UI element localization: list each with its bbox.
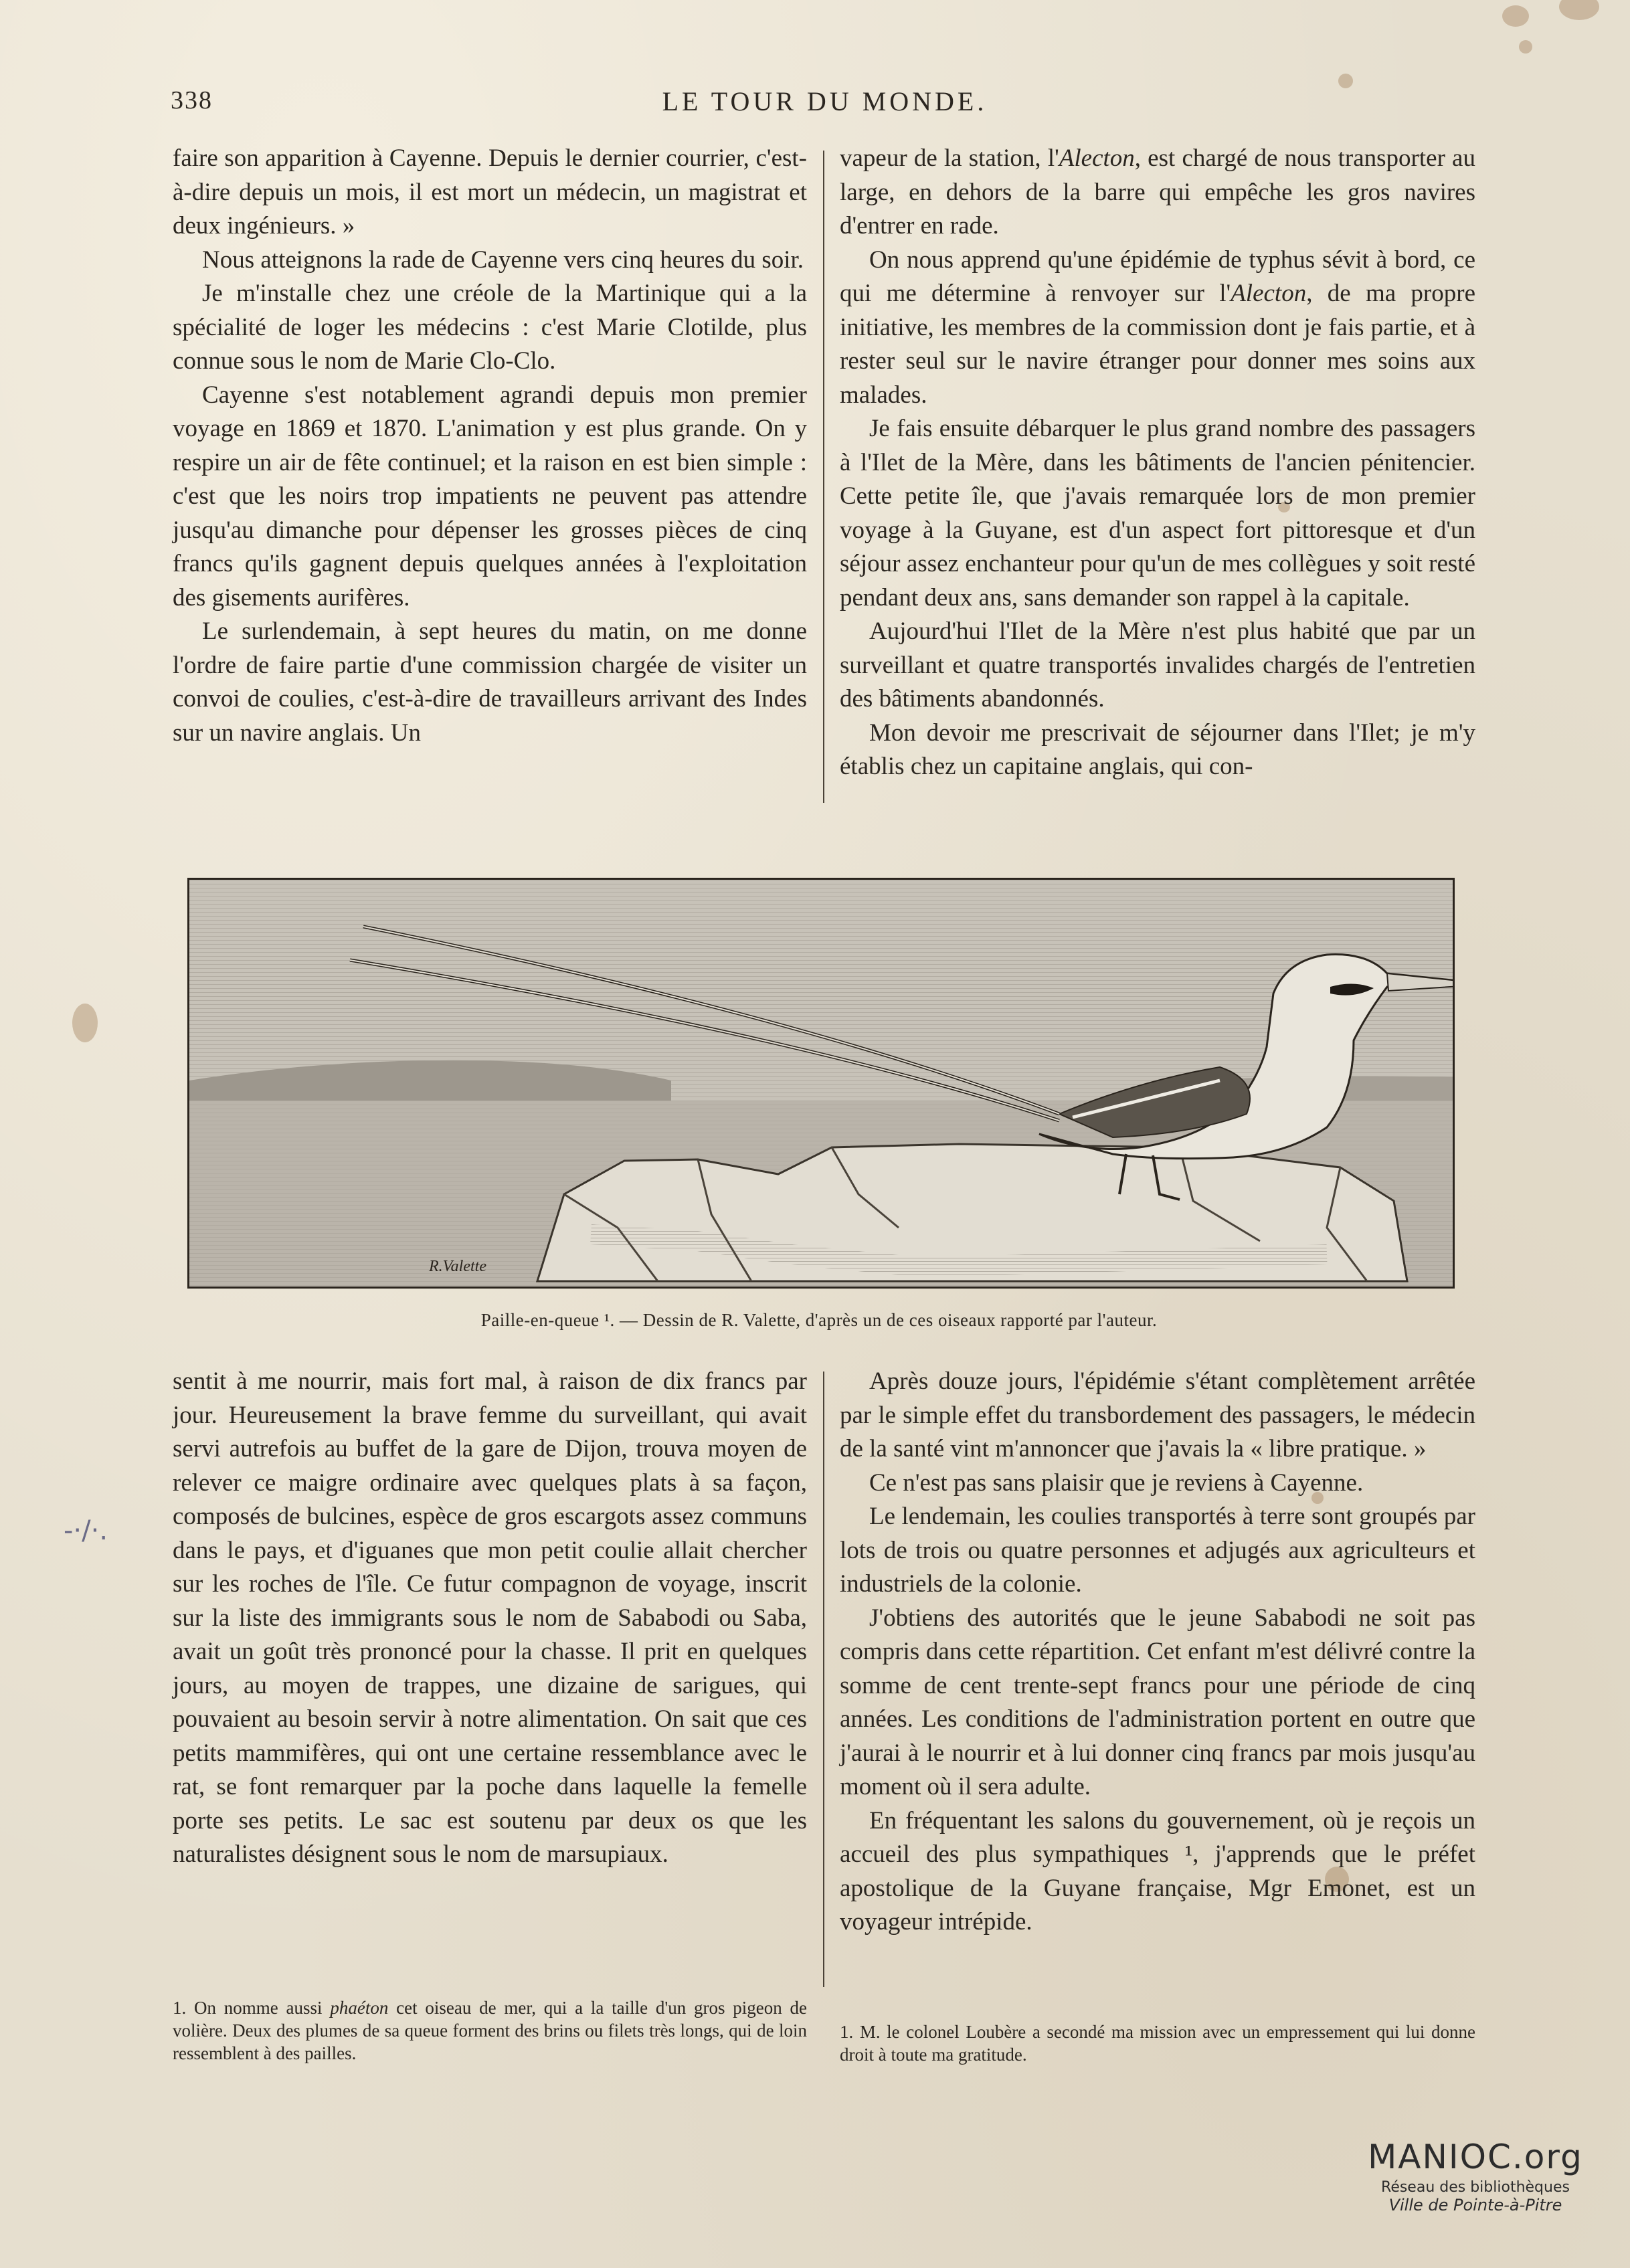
stain — [72, 1004, 98, 1042]
running-title: LE TOUR DU MONDE. — [662, 86, 988, 116]
column-bottom-left — [173, 1365, 807, 1872]
column-bottom-right — [840, 1365, 1475, 1940]
paragraph: En fréquentant les salons du gouvernement, où je reçois un accueil des plus sympathiques ¹, j'apprends que le préfet apostolique de la Guyane française, Mgr Emonet, est un voyageur intrépide. — [840, 1806, 1475, 1935]
page-number: 338 — [171, 86, 213, 114]
paragraph: Ce n'est pas sans plaisir que je reviens à Cayenne. — [869, 1469, 1364, 1497]
logo-library: Ville de Pointe-à-Pitre — [1388, 2196, 1562, 2214]
paragraph: vapeur de la station, l'Alecton, est chargé de nous transporter au large, en dehors de la barre qui empêche les gros navires d'entrer en rade. — [840, 145, 1475, 240]
paragraph: Mon devoir me prescrivait de séjourner dans l'Ilet; je m'y établis chez un capitaine anglais, qui con- — [840, 719, 1475, 780]
artist-signature: R.Valette — [429, 1258, 486, 1275]
paragraph: On nous apprend qu'une épidémie de typhus sévit à bord, ce qui me détermine à renvoyer sur l'Alecton, de ma propre initiative, les membres de la commission dont je fais partie, et à rester seul sur le navire étranger pour donner mes soins aux malades. — [840, 246, 1475, 409]
footnote-right: 1. M. le colonel Loubère a secondé ma mission avec un empressement qui lui donne droit à toute ma gratitude. — [840, 2022, 1475, 2065]
paragraph: faire son apparition à Cayenne. Depuis le dernier courrier, c'est-à-dire depuis un mois, il est mort un médecin, un magistrat et deux ingénieurs. » — [173, 145, 807, 240]
manioc-logo[interactable] — [1365, 2138, 1586, 2214]
logo-name: MANIOC.org — [1368, 2138, 1583, 2176]
tropicbird-illustration — [189, 880, 1453, 1287]
logo-subtitle: Réseau des bibliothèques — [1381, 2179, 1570, 2196]
paragraph: Je fais ensuite débarquer le plus grand nombre des passagers à l'Ilet de la Mère, dans les bâtiments de l'ancien pénitencier. Cette petite île, que j'avais remarquée lors de mon premier voyage à la Guyane, est d'un aspect fort pittoresque et d'un séjour assez enchanteur pour qu'un de mes collègues y soit resté pendant deux ans, sans demander son rappel à la capitale. — [840, 415, 1475, 611]
column-divider-top — [823, 151, 824, 803]
column-top-right — [840, 142, 1475, 784]
page-header — [171, 86, 1479, 126]
paragraph: Après douze jours, l'épidémie s'étant complètement arrêtée par le simple effet du transbordement des passagers, le médecin de la santé vint m'annoncer que j'avais la « libre pratique. » — [840, 1367, 1475, 1462]
column-top-left — [173, 142, 807, 750]
stain — [1502, 5, 1529, 27]
paragraph: Le surlendemain, à sept heures du matin, on me donne l'ordre de faire partie d'une commission chargée de visiter un convoi de coulies, c'est-à-dire de travailleurs arrivant des Indes sur un navire anglais. Un — [173, 618, 807, 747]
stain — [1559, 0, 1599, 20]
figure-caption: Paille-en-queue ¹. — Dessin de R. Valette, d'après un de ces oiseaux rapporté par l'auteur. — [480, 1310, 1158, 1330]
engraving-figure — [187, 878, 1455, 1289]
paragraph: sentit à me nourrir, mais fort mal, à raison de dix francs par jour. Heureusement la brave femme du surveillant, qui avait servi autrefois au buffet de la gare de Dijon, trouva moyen de relever ce maigre ordinaire avec quelques plats à sa façon, composés de bulcines, espèce de gros escargots assez communs dans le pays, et d'iguanes que mon petit coulie allait chercher sur les roches de l'île. Ce futur compagnon de voyage, inscrit sur la liste des immigrants sous le nom de Sababodi ou Saba, avait un goût très prononcé pour la chasse. Il prit en quelques jours, au moyen de trappes, une dizaine de sarigues, qui pouvaient au besoin servir à notre alimentation. On sait que ces petits mammifères, qui ont une certaine ressemblance avec le rat, se font remarquer par la poche dans laquelle la femelle porte ses petits. Le sac est soutenu par deux os que les naturalistes désignent sous le nom de marsupiaux. — [173, 1367, 807, 1868]
paragraph: Le lendemain, les coulies transportés à terre sont groupés par lots de trois ou quatre personnes et adjugés aux agriculteurs et industriels de la colonie. — [840, 1503, 1475, 1598]
paragraph: J'obtiens des autorités que le jeune Sababodi ne soit pas compris dans cette répartition. Cet enfant m'est délivré contre la somme de cent trente-sept francs pour une période de cinq années. Les conditions de l'administration portent en outre que j'aurai à le nourrir et à lui donner cinq francs par mois jusqu'au moment où il sera adulte. — [840, 1604, 1475, 1800]
paragraph: Cayenne s'est notablement agrandi depuis mon premier voyage en 1869 et 1870. L'animation y est plus grande. On y respire un air de fête continuel; et la raison en est bien simple : c'est que les noirs trop impatients ne peuvent pas attendre jusqu'au dimanche pour dépenser les grosses pièces de cinq francs qu'ils gagnent depuis quelques années à l'exploitation des gisements aurifères. — [173, 381, 807, 611]
margin-annotation: -·/·. — [64, 1515, 108, 1546]
stain — [1519, 40, 1532, 54]
footnote-left: 1. On nomme aussi phaéton cet oiseau de mer, qui a la taille d'un gros pigeon de volière. Deux des plumes de sa queue forment des brins ou filets très longs, qui de loin ressemblent à des pailles. — [173, 1998, 807, 2063]
paragraph: Nous atteignons la rade de Cayenne vers cinq heures du soir. — [202, 246, 804, 274]
paragraph: Aujourd'hui l'Ilet de la Mère n'est plus habité que par un surveillant et quatre transportés invalides chargés de l'entretien des bâtiments abandonnés. — [840, 618, 1475, 713]
column-divider-bottom — [823, 1372, 824, 1987]
paragraph: Je m'installe chez une créole de la Martinique qui a la spécialité de loger les médecins : c'est Marie Clotilde, plus connue sous le nom de Marie Clo-Clo. — [173, 280, 807, 375]
